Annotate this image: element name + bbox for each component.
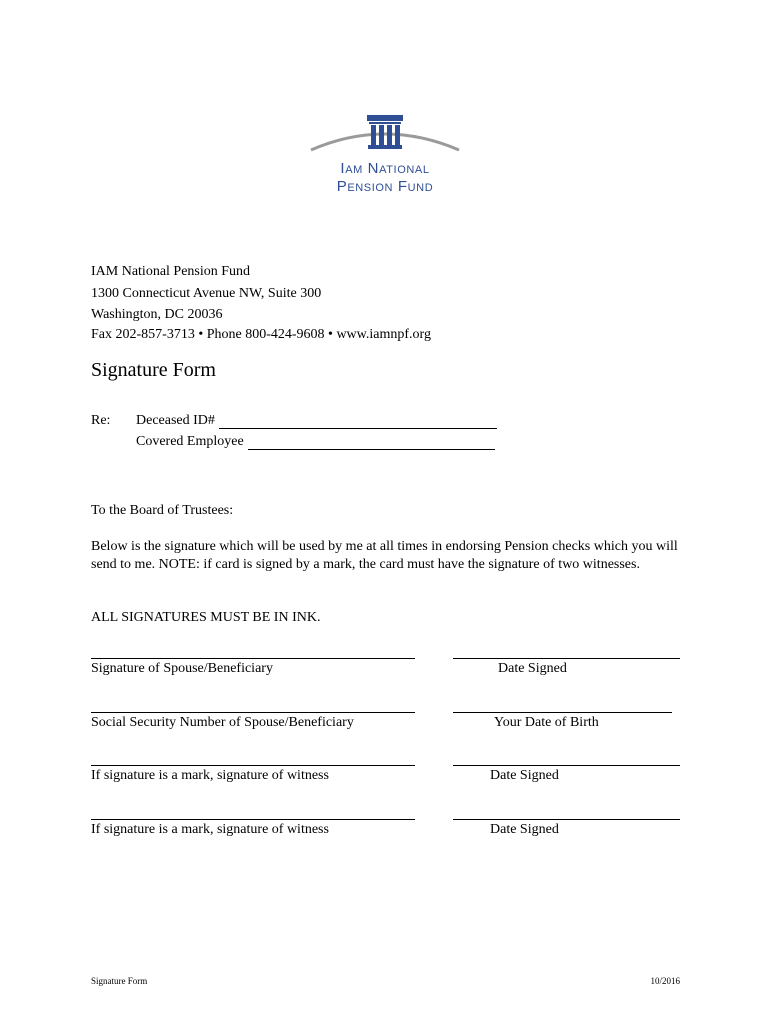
covered-employee-label: Covered Employee [136,434,244,449]
deceased-id-label: Deceased ID# [136,413,215,428]
logo-line-1: IAM NATIONAL [340,160,430,177]
ssn-field[interactable] [91,712,415,713]
witness-signature-label-1: If signature is a mark, signature of witness [91,768,329,783]
logo-line-2: PENSION FUND [336,178,434,195]
footer-form-name: Signature Form [91,976,148,986]
pillar-arc-icon [305,112,465,160]
page-title: Signature Form [91,359,216,381]
address-city: Washington, DC 20036 [91,307,223,322]
date-signed-field-3[interactable] [453,819,680,820]
salutation: To the Board of Trustees: [91,503,234,518]
address-contact: Fax 202-857-3713 • Phone 800-424-9608 • www.iamnpf.org [91,327,431,342]
date-signed-field-1[interactable] [453,658,680,659]
date-of-birth-label: Your Date of Birth [494,715,599,730]
instructions-paragraph: Below is the signature which will be used by me at all times in endorsing Pension checks which you will send to me. NOTE: if card is signed by a mark, the card must have the signature of two witnesses. [91,539,678,572]
re-label: Re: [91,413,111,428]
deceased-id-field[interactable] [219,414,497,429]
address-street: 1300 Connecticut Avenue NW, Suite 300 [91,286,322,301]
date-signed-label-2: Date Signed [490,768,559,783]
footer-revision-date: 10/2016 [650,976,680,986]
witness-signature-field-2[interactable] [91,819,415,820]
address-name: IAM National Pension Fund [91,264,251,279]
covered-employee-field[interactable] [248,435,495,450]
date-signed-label-1: Date Signed [498,661,567,676]
spouse-signature-label: Signature of Spouse/Beneficiary [91,661,273,676]
spouse-signature-field[interactable] [91,658,415,659]
fund-logo [305,112,465,202]
ssn-label: Social Security Number of Spouse/Beneficiary [91,715,354,730]
covered-employee-row [136,434,495,450]
date-signed-label-3: Date Signed [490,822,559,837]
date-of-birth-field[interactable] [453,712,672,713]
date-signed-field-2[interactable] [453,765,680,766]
witness-signature-label-2: If signature is a mark, signature of witness [91,822,329,837]
ink-notice: ALL SIGNATURES MUST BE IN INK. [91,610,321,625]
deceased-id-row [136,413,497,429]
witness-signature-field-1[interactable] [91,765,415,766]
